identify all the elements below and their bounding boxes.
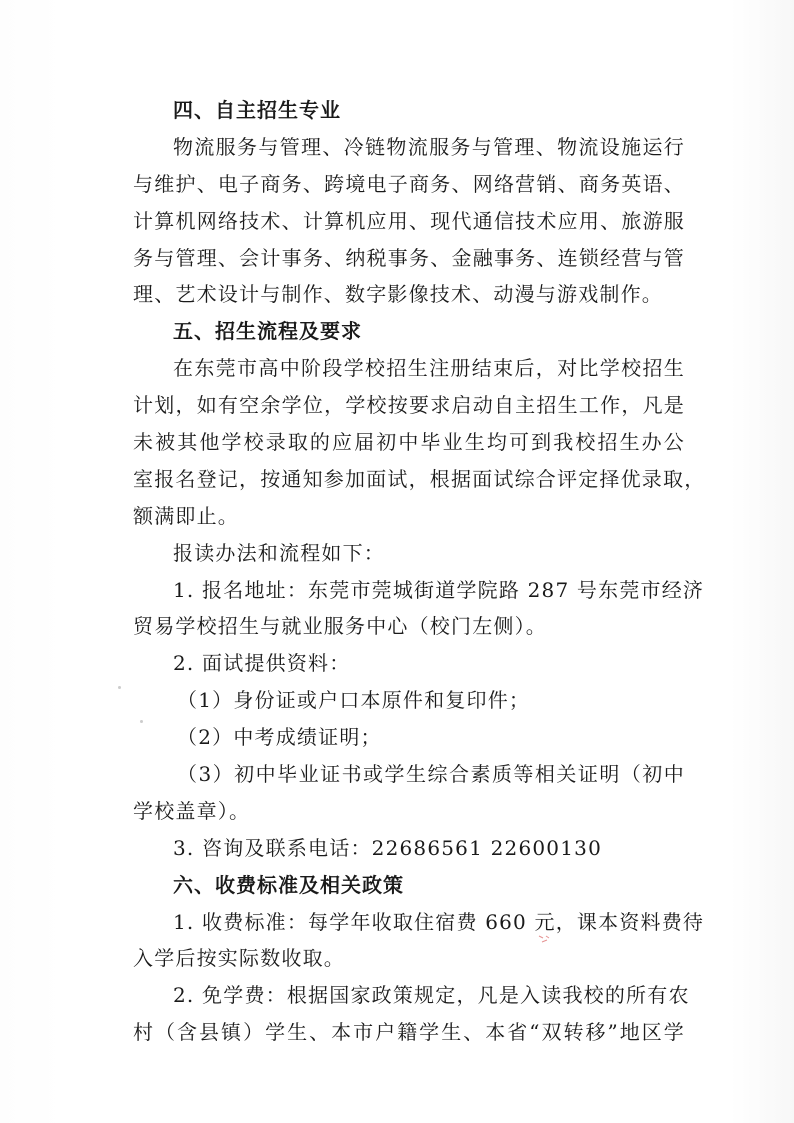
procedure-item-2-sub-3-line: （3）初中毕业证书或学生综合素质等相关证明（初中	[177, 762, 685, 787]
section-heading-6: 六、收费标准及相关政策	[173, 872, 404, 897]
procedure-item-2-sub-3-line: 学校盖章）。	[133, 798, 251, 823]
procedure-item-1-line: 1. 报名地址：东莞市莞城街道学院路 287 号东莞市经济	[173, 577, 705, 602]
section-4-line: 物流服务与管理、冷链物流服务与管理、物流设施运行	[173, 134, 685, 159]
procedure-item-2-sub-1: （1）身份证或户口本原件和复印件；	[177, 688, 531, 713]
procedure-item-2-sub-2: （2）中考成绩证明；	[177, 725, 382, 750]
section-4-line: 务与管理、会计事务、纳税事务、金融事务、连锁经营与管	[133, 245, 685, 270]
section-5-intro-line: 额满即止。	[133, 503, 239, 528]
tuition-free-line: 2. 免学费：根据国家政策规定，凡是入读我校的所有农	[173, 983, 690, 1008]
section-4-line: 理、艺术设计与制作、数字影像技术、动漫与游戏制作。	[133, 282, 663, 307]
tuition-free-line: 村（含县镇）学生、本市户籍学生、本省“双转移”地区学	[133, 1020, 685, 1045]
section-4-line: 计算机网络技术、计算机应用、现代通信技术应用、旅游服	[133, 208, 685, 233]
section-5-intro-line: 室报名登记，按通知参加面试，根据面试综合评定择优录取，	[133, 466, 706, 491]
section-4-line: 与维护、电子商务、跨境电子商务、网络营销、商务英语、	[133, 171, 685, 196]
procedure-item-1-line: 贸易学校招生与就业服务中心（校门左侧）。	[133, 614, 547, 639]
section-heading-4: 四、自主招生专业	[173, 98, 341, 122]
contact-phone-line: 3. 咨询及联系电话：22686561 22600130	[173, 835, 602, 860]
section-heading-5: 五、招生流程及要求	[173, 319, 362, 344]
ink-mark	[537, 934, 551, 946]
scan-speck	[140, 720, 143, 723]
fee-standard-line: 入学后按实际数收取。	[133, 946, 345, 971]
procedure-title: 报读办法和流程如下：	[173, 540, 385, 565]
section-5-intro-line: 在东莞市高中阶段学校招生注册结束后，对比学校招生	[173, 356, 685, 381]
section-5-intro-line: 计划，如有空余学位，学校按要求启动自主招生工作，凡是	[133, 393, 685, 418]
document-body	[133, 92, 706, 1051]
section-5-intro-line: 未被其他学校录取的应届初中毕业生均可到我校招生办公	[133, 430, 685, 455]
procedure-item-2-title: 2. 面试提供资料：	[173, 651, 351, 676]
fee-standard-line: 1. 收费标准：每学年收取住宿费 660 元，课本资料费待	[173, 909, 705, 934]
scan-speck	[118, 686, 121, 689]
